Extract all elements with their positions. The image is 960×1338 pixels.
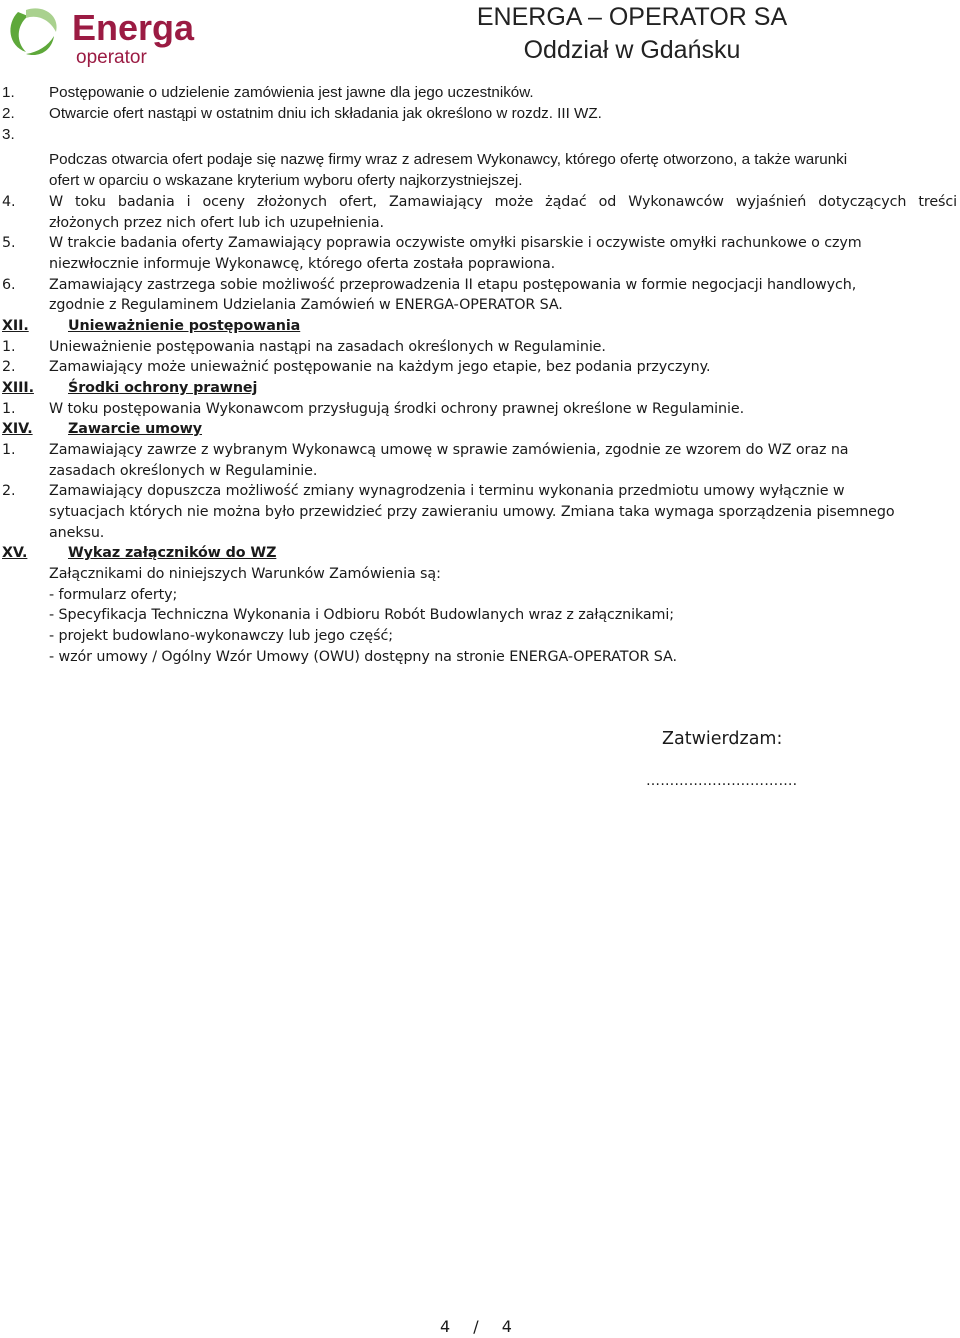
branch-name: Oddział w Gdańsku xyxy=(523,36,741,64)
list-item-text: W trakcie badania oferty Zamawiający poprawia oczywiste omyłki pisarskie i oczywiste omyłki rachunkowe o czym xyxy=(49,235,862,251)
svg-text:Energa: Energa xyxy=(72,7,195,48)
list-item-text: Unieważnienie postępowania nastąpi na zasadach określonych w Regulaminie. xyxy=(49,339,606,355)
section-number: XV. xyxy=(2,545,28,561)
list-item-text: Postępowanie o udzielenie zamówienia jest jawne dla jego uczestników. xyxy=(49,84,534,101)
list-item-text: W toku postępowania Wykonawcom przysługują środki ochrony prawnej określone w Regulaminie. xyxy=(49,401,745,417)
list-item-text: Podczas otwarcia ofert podaje się nazwę firmy wraz z adresem Wykonawcy, którego ofertę otworzono, a także warunki xyxy=(49,151,848,168)
attachment-item: - projekt budowlano-wykonawczy lub jego część; xyxy=(49,628,393,644)
list-number: 3. xyxy=(2,126,15,143)
list-item-text: Otwarcie ofert nastąpi w ostatnim dniu ich składania jak określono w rozdz. III WZ. xyxy=(49,105,602,122)
list-number: 2. xyxy=(2,483,16,499)
list-item-text: zasadach określonych w Regulaminie. xyxy=(49,463,318,479)
list-item-text: niezwłocznie informuje Wykonawcę, którego oferta została poprawiona. xyxy=(49,256,556,272)
list-item-text: zgodnie z Regulaminem Udzielania Zamówień w ENERGA-OPERATOR SA. xyxy=(49,297,563,313)
list-item-text: Zamawiający może unieważnić postępowanie na każdym jego etapie, bez podania przyczyny. xyxy=(49,359,711,375)
list-item-text: Zamawiający zawrze z wybranym Wykonawcą umowę w sprawie zamówienia, zgodnie ze wzorem do WZ oraz na xyxy=(49,442,849,458)
list-number: 1. xyxy=(2,401,16,417)
page-separator: / xyxy=(473,1317,479,1336)
attachment-item: - Specyfikacja Techniczna Wykonania i Odbioru Robót Budowlanych wraz z załącznikami; xyxy=(49,607,674,623)
list-item-text: Zamawiający dopuszcza możliwość zmiany wynagrodzenia i terminu wykonania przedmiotu umowy wyłącznie w xyxy=(49,483,845,499)
list-item-text: aneksu. xyxy=(49,525,105,541)
energa-operator-logo xyxy=(4,2,204,68)
list-number: 1. xyxy=(2,84,15,101)
list-number: 2. xyxy=(2,105,15,122)
list-number: 6. xyxy=(2,277,16,293)
list-number: 4. xyxy=(2,194,16,210)
page-number xyxy=(440,1316,512,1338)
section-title: Wykaz załączników do WZ xyxy=(68,545,277,561)
approval-label: Zatwierdzam: xyxy=(662,729,783,749)
list-number: 5. xyxy=(2,235,16,251)
attachments-intro: Załącznikami do niniejszych Warunków Zamówienia są: xyxy=(49,566,441,582)
attachment-item: - formularz oferty; xyxy=(49,587,178,603)
list-item-text: ofert w oparciu o wskazane kryterium wyboru oferty najkorzystniejszej. xyxy=(49,172,523,189)
list-item-text: sytuacjach których nie można było przewidzieć przy zawieraniu umowy. Zmiana taka wymaga sporządzenia pisemnego xyxy=(49,504,895,520)
page-total: 4 xyxy=(501,1317,512,1336)
company-name: ENERGA – OPERATOR SA xyxy=(476,3,788,31)
header-title xyxy=(462,2,802,65)
section-number: XIV. xyxy=(2,421,33,437)
section-title: Unieważnienie postępowania xyxy=(68,318,301,334)
section-title: Środki ochrony prawnej xyxy=(68,380,258,396)
section-title: Zawarcie umowy xyxy=(68,421,202,437)
signature-line: ……………….…………. xyxy=(646,773,798,789)
list-item-text: W toku badania i oceny złożonych ofert, Zamawiający może żądać od Wykonawców wyjaśnień dotyczących treści xyxy=(49,194,957,210)
section-number: XIII. xyxy=(2,380,34,396)
svg-text:operator: operator xyxy=(76,47,147,68)
attachment-item: - wzór umowy / Ogólny Wzór Umowy (OWU) dostępny na stronie ENERGA-OPERATOR SA. xyxy=(49,649,677,665)
list-item-text: Zamawiający zastrzega sobie możliwość przeprowadzenia II etapu postępowania w formie negocjacji handlowych, xyxy=(49,277,857,293)
list-number: 1. xyxy=(2,339,16,355)
section-number: XII. xyxy=(2,318,29,334)
list-number: 1. xyxy=(2,442,16,458)
list-item-text: złożonych przez nich ofert lub ich uzupełnienia. xyxy=(49,215,384,231)
page-current: 4 xyxy=(440,1317,451,1336)
list-number: 2. xyxy=(2,359,16,375)
